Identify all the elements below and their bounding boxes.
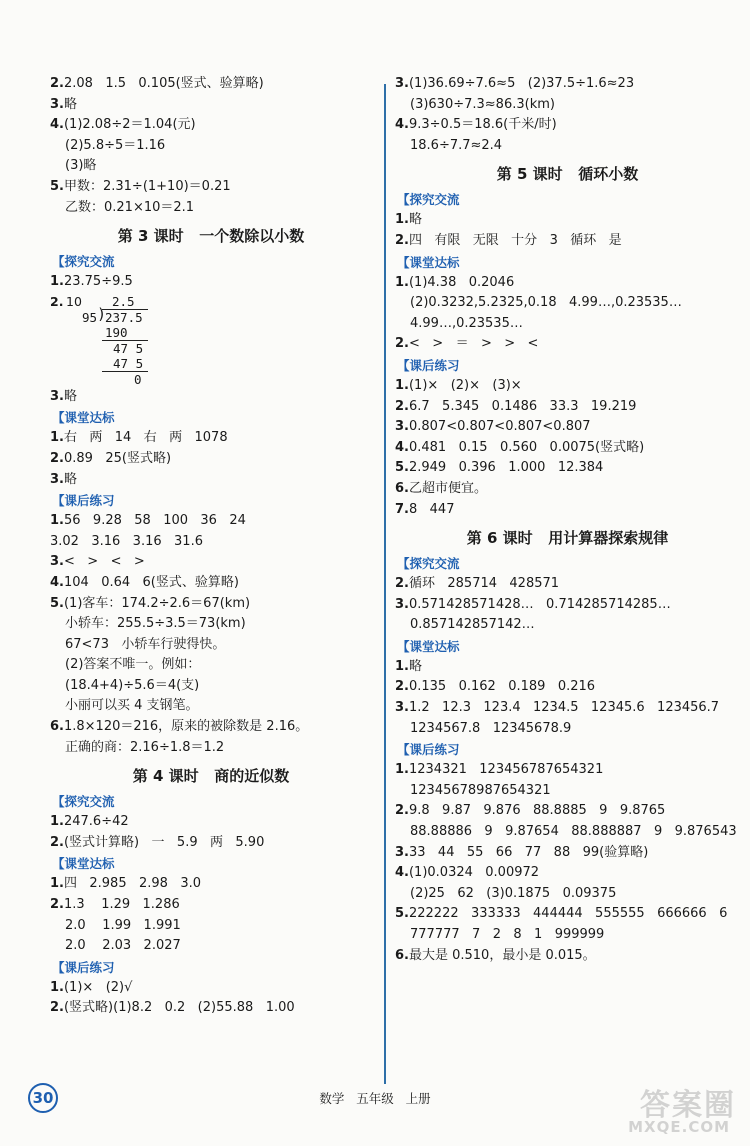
answer-line: [395, 677, 740, 698]
answer-number: 4.: [50, 574, 64, 590]
answers-class: [50, 428, 372, 490]
answer-line: [395, 595, 740, 616]
answer-text: 略: [408, 212, 422, 228]
answer-text: 8 447: [408, 501, 455, 517]
answer-line: [395, 136, 740, 157]
answer-line: [395, 801, 740, 822]
answer-text: (1)× (2)√: [63, 979, 133, 995]
answer-number: 2.: [395, 576, 409, 592]
answers-after-class: [395, 760, 740, 966]
answer-text: (1)客车：174.2÷2.6＝67(km): [63, 595, 251, 611]
answer-text: 略: [63, 96, 77, 112]
answer-text: 1.2 12.3 123.4 1234.5 12345.6 123456.7: [408, 700, 720, 716]
answer-line: [50, 470, 372, 491]
answer-line: [395, 698, 740, 719]
answers-explore: [50, 812, 372, 853]
lesson-5-title: 第 5 课时 循环小数: [496, 165, 639, 184]
answer-line: [395, 273, 740, 294]
answer-line: [395, 334, 740, 355]
answer-line: [395, 438, 740, 459]
answer-line: [395, 781, 740, 802]
answer-text: 正确的商：2.16÷1.8＝1.2: [65, 739, 225, 755]
divisor: 95: [82, 309, 98, 325]
answer-line: [395, 863, 740, 884]
section-class: 【 课堂达标: [50, 856, 117, 872]
answer-text: 18.6÷7.7≈2.4: [410, 137, 503, 153]
answer-text: 小丽可以买 4 支钢笔。: [65, 698, 199, 714]
answer-text: 104 0.64 6(竖式、验算略): [63, 574, 239, 590]
answer-line: [50, 717, 372, 738]
answer-text: 循环 285714 428571: [408, 576, 560, 592]
answer-number: 2.: [50, 76, 64, 91]
answer-text: 33 44 55 66 77 88 99(验算略): [408, 844, 649, 860]
answer-text: 12345678987654321: [410, 782, 551, 798]
remainder: 0: [134, 371, 142, 387]
answer-line: [395, 615, 740, 636]
answer-line: [395, 657, 740, 678]
answer-text: (1)× (2)× (3)×: [408, 377, 522, 393]
answer-number: 3.: [50, 554, 64, 570]
answer-line: [50, 95, 372, 116]
answer-line: [50, 696, 372, 717]
answer-text: 甲数：2.31÷(1+10)＝0.21: [63, 178, 231, 194]
answer-line: [395, 925, 740, 946]
answer-line: [395, 884, 740, 905]
answer-line: [395, 458, 740, 479]
answer-number: 3.: [395, 76, 409, 91]
answer-number: 2.: [50, 1000, 64, 1016]
right-column: [395, 74, 740, 966]
answer-text: 1234321 123456787654321: [408, 762, 604, 778]
answer-line: [50, 738, 372, 759]
answers-after-class: [395, 376, 740, 520]
answer-text: 222222 333333 444444 555555 666666 6: [408, 906, 728, 922]
answer-number: 4.: [395, 117, 409, 133]
answer-text: (1)2.08÷2＝1.04(元): [63, 117, 196, 133]
page-number: 30: [28, 1083, 58, 1113]
answer-line: [50, 916, 372, 937]
division-step: 47 5: [113, 355, 144, 371]
answer-text: (2)5.8÷5＝1.16: [65, 137, 166, 153]
answer-number: 2.: [395, 803, 409, 819]
answer-number: 1.: [50, 430, 64, 446]
answer-line: [395, 417, 740, 438]
answer-line: 1.23.75÷9.5: [50, 274, 133, 290]
answer-text: 2.949 0.396 1.000 12.384: [408, 460, 604, 476]
answer-text: (2)25 62 (3)0.1875 0.09375: [410, 885, 617, 901]
answer-line: [50, 428, 372, 449]
answer-text: 略: [408, 658, 422, 674]
answer-line: [395, 293, 740, 314]
answer-line: [50, 198, 372, 219]
answer-line: [395, 500, 740, 521]
long-division: [50, 293, 372, 387]
answer-text: 0.571428571428… 0.714285714285…: [408, 596, 671, 612]
answer-line: [395, 74, 740, 95]
answer-number: 3.: [395, 419, 409, 435]
answers-class: [395, 657, 740, 739]
section-explore: 【 探究交流: [50, 254, 117, 270]
answer-line: [395, 95, 740, 116]
answer-number: 1.: [50, 814, 64, 830]
answer-number: 3.: [395, 844, 409, 860]
answer-line: [50, 177, 372, 198]
answer-number: 5.: [50, 178, 64, 194]
answer-line: [50, 573, 372, 594]
section-after-class: 【 课后练习: [50, 493, 117, 509]
answer-line: [395, 397, 740, 418]
answer-number: 6.: [395, 947, 409, 963]
answer-line: [395, 210, 740, 231]
answer-text: 1234567.8 12345678.9: [410, 720, 572, 736]
answers-class: [50, 874, 372, 956]
answer-text: 2.0 1.99 1.991: [65, 917, 181, 933]
answer-number: 3.: [395, 596, 409, 612]
division-step: 190: [105, 324, 128, 340]
answer-line: [50, 115, 372, 136]
left-column: [50, 74, 372, 1019]
answer-text: 0.857142857142…: [410, 617, 535, 633]
answer-number: 1.: [395, 762, 409, 778]
answer-text: 略: [63, 471, 77, 487]
answer-line: [395, 904, 740, 925]
answer-text: 9.8 9.87 9.876 88.8885 9 9.8765: [408, 803, 666, 819]
answer-line: [395, 115, 740, 136]
answer-text: 88.88886 9 9.87654 88.888887 9 9.876543: [410, 824, 737, 840]
answer-number: 2.: [395, 398, 409, 414]
answer-line: [50, 594, 372, 615]
answer-text: 乙数：0.21×10＝2.1: [65, 199, 195, 215]
answer-line: [50, 998, 372, 1019]
answer-text: (3)630÷7.3≈86.3(km): [410, 96, 555, 112]
answer-line: [50, 676, 372, 697]
answer-text: 777777 7 2 8 1 999999: [410, 927, 605, 942]
answer-text: (1)4.38 0.2046: [408, 274, 515, 290]
section-class: 【 课堂达标: [395, 639, 462, 655]
watermark-text: 答案圈: [640, 1088, 736, 1123]
section-after-class: 【 课后练习: [395, 742, 462, 758]
answer-line: [50, 635, 372, 656]
lesson-4-title: 第 4 课时 商的近似数: [132, 767, 290, 786]
answer-number: 2.: [395, 232, 409, 248]
answer-line: [395, 760, 740, 781]
answer-text: (1)0.0324 0.00972: [408, 865, 540, 881]
answer-line: [395, 479, 740, 500]
section-after-class: 【 课后练习: [50, 960, 117, 976]
answer-text: (竖式略)(1)8.2 0.2 (2)55.88 1.00: [63, 1000, 295, 1016]
answer-line: [395, 822, 740, 843]
answer-line: [50, 136, 372, 157]
answer-text: 0.481 0.15 0.560 0.0075(竖式略): [408, 439, 645, 455]
answer-text: 247.6÷42: [63, 814, 129, 830]
answer-text: 四 2.985 2.98 3.0: [63, 876, 202, 892]
answer-line: [395, 719, 740, 740]
answer-text: 9.3÷0.5＝18.6(千米/时): [408, 117, 557, 133]
answer-number: 3.: [50, 96, 64, 112]
answer-text: < > ＝ > > <: [408, 336, 539, 352]
answer-number: 5.: [395, 906, 409, 922]
answer-line: [50, 978, 372, 999]
answer-line: [395, 231, 740, 252]
answer-line: [50, 936, 372, 957]
answer-number: 5.: [395, 460, 409, 476]
answer-number: 2.: [395, 336, 409, 352]
answer-line: [50, 74, 372, 95]
answers-previous-lesson: [50, 74, 372, 218]
watermark-logo: [576, 1080, 736, 1140]
answer-text: 0.135 0.162 0.189 0.216: [408, 679, 596, 695]
answer-number: 1.: [395, 658, 409, 674]
answers-explore: [395, 210, 740, 251]
answer-text: 56 9.28 58 100 36 24: [63, 513, 246, 529]
answer-line: [50, 655, 372, 676]
answer-text: (2)0.3232,5.2325,0.18 4.99…,0.23535…: [410, 295, 682, 311]
answers-after-class: [50, 978, 372, 1019]
section-explore: 【 探究交流: [50, 794, 117, 810]
answer-text: 4.99…,0.23535…: [410, 315, 523, 331]
answer-number: 6.: [50, 719, 64, 735]
answer-line: [50, 895, 372, 916]
answer-number: 1.: [50, 979, 64, 995]
answer-line: [395, 376, 740, 397]
answer-text: 6.7 5.345 0.1486 33.3 19.219: [408, 398, 637, 414]
answer-line: [395, 574, 740, 595]
answer-line: [50, 156, 372, 177]
section-class: 【 课堂达标: [395, 255, 462, 271]
section-class: 【 课堂达标: [50, 410, 117, 426]
answer-number: 6.: [395, 480, 409, 496]
answers-after-class: [50, 511, 372, 758]
answer-number: 4.: [395, 865, 409, 881]
division-step: 47 5: [113, 340, 144, 356]
answer-text: 四 有限 无限 十分 3 循环 是: [408, 232, 622, 248]
answer-text: 0.89 25(竖式略): [63, 450, 172, 466]
column-divider: [384, 84, 386, 1084]
answer-line: [50, 532, 372, 553]
answer-number: 1.: [50, 513, 64, 529]
answer-number: 1.: [395, 377, 409, 393]
answer-number: 2.: [50, 450, 64, 466]
answer-line: [395, 314, 740, 335]
answer-text: 小轿车：255.5÷3.5＝73(km): [65, 616, 246, 632]
answer-number: 2.: [50, 897, 64, 913]
answers-explore: [395, 574, 740, 636]
answer-text: (2)答案不唯一。例如：: [65, 657, 201, 673]
answer-number: 1.: [50, 876, 64, 892]
answer-text: (18.4+4)÷5.6＝4(支): [65, 677, 200, 693]
quotient: 2.5: [112, 293, 135, 309]
answer-text: 右 两 14 右 两 1078: [63, 430, 228, 446]
answer-text: 10: [66, 293, 82, 309]
answer-text: 1.8×120＝216，原来的被除数是 2.16。: [63, 719, 309, 735]
book-title: 数学 五年级 上册: [319, 1091, 431, 1106]
answer-line: [50, 833, 372, 854]
lesson-6-title: 第 6 课时 用计算器探索规律: [466, 529, 669, 548]
answer-number: 4.: [50, 117, 64, 133]
answer-number: 3.: [50, 471, 64, 487]
answer-line: [50, 812, 372, 833]
answer-text: (3)略: [65, 158, 97, 174]
answer-text: < > < >: [63, 554, 145, 570]
answer-line: [50, 511, 372, 532]
answer-line: [50, 449, 372, 470]
answer-line: [50, 552, 372, 573]
answer-line: [395, 946, 740, 967]
section-explore: 【 探究交流: [395, 556, 462, 572]
answer-number: 2.: [50, 834, 64, 850]
answer-number: 7.: [395, 501, 409, 517]
division-bracket: ): [97, 304, 107, 323]
answer-number: 2.: [50, 293, 64, 309]
answer-text: (竖式计算略) 一 5.9 两 5.90: [63, 834, 265, 850]
lesson-3-title: 第 3 课时 一个数除以小数: [117, 227, 305, 246]
answers-previous-lesson: [395, 74, 740, 156]
answer-text: 0.807<0.807<0.807<0.807: [408, 419, 591, 435]
answer-text: 2.0 2.03 2.027: [65, 938, 181, 954]
answer-number: 1.: [395, 212, 409, 228]
answer-number: 1.: [395, 274, 409, 290]
answer-text: 2.08 1.5 0.105(竖式、验算略): [63, 76, 264, 91]
watermark-url: MXQE.COM: [628, 1118, 730, 1136]
answers-class: [395, 273, 740, 355]
answer-text: 3.02 3.16 3.16 31.6: [50, 533, 203, 549]
answer-number: 2.: [395, 679, 409, 695]
section-explore: 【 探究交流: [395, 192, 462, 208]
answer-number: 3.: [395, 700, 409, 716]
answer-text: 最大是 0.510，最小是 0.015。: [408, 947, 596, 963]
answer-line: [50, 874, 372, 895]
answer-number: 4.: [395, 439, 409, 455]
section-after-class: 【 课后练习: [395, 358, 462, 374]
answer-line: [395, 843, 740, 864]
answer-number: 5.: [50, 595, 64, 611]
answer-text: 1.3 1.29 1.286: [63, 897, 180, 913]
answer-line: [50, 614, 372, 635]
answer-line: 3.略: [50, 388, 77, 404]
dividend: 237.5: [105, 309, 143, 325]
answer-text: 67<73 小轿车行驶得快。: [65, 636, 226, 652]
answer-text: (1)36.69÷7.6≈5 (2)37.5÷1.6≈23: [408, 76, 635, 91]
answer-text: 乙超市便宜。: [408, 480, 487, 496]
